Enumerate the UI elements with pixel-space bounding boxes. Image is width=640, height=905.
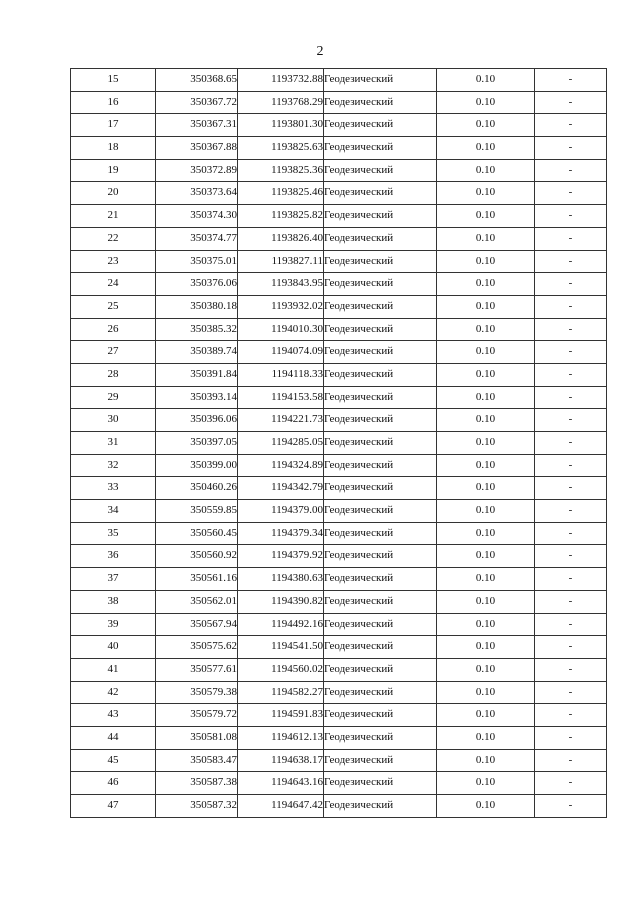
point-number-cell: 28 <box>71 363 156 386</box>
method-cell: Геодезический <box>324 590 437 613</box>
coord-y-cell: 1194010.30 <box>238 318 324 341</box>
table-row <box>71 159 607 182</box>
accuracy-cell: 0.10 <box>437 91 535 114</box>
table-row <box>71 500 607 523</box>
note-cell: - <box>535 704 607 727</box>
coord-y-cell: 1194647.42 <box>238 795 324 818</box>
point-number-cell: 23 <box>71 250 156 273</box>
table-row <box>71 363 607 386</box>
note-cell: - <box>535 227 607 250</box>
coord-x-cell: 350560.92 <box>156 545 238 568</box>
point-number-cell: 20 <box>71 182 156 205</box>
point-number-cell: 17 <box>71 114 156 137</box>
point-number-cell: 38 <box>71 590 156 613</box>
coord-y-cell: 1194638.17 <box>238 749 324 772</box>
note-cell: - <box>535 749 607 772</box>
note-cell: - <box>535 341 607 364</box>
coord-y-cell: 1194390.82 <box>238 590 324 613</box>
table-row <box>71 772 607 795</box>
table-row <box>71 182 607 205</box>
note-cell: - <box>535 114 607 137</box>
point-number-cell: 46 <box>71 772 156 795</box>
coord-y-cell: 1194074.09 <box>238 341 324 364</box>
note-cell: - <box>535 568 607 591</box>
coord-y-cell: 1194221.73 <box>238 409 324 432</box>
point-number-cell: 44 <box>71 726 156 749</box>
point-number-cell: 25 <box>71 295 156 318</box>
coord-x-cell: 350380.18 <box>156 295 238 318</box>
coord-x-cell: 350368.65 <box>156 69 238 92</box>
accuracy-cell: 0.10 <box>437 500 535 523</box>
accuracy-cell: 0.10 <box>437 795 535 818</box>
coord-y-cell: 1194541.50 <box>238 636 324 659</box>
note-cell: - <box>535 250 607 273</box>
note-cell: - <box>535 726 607 749</box>
coord-x-cell: 350579.38 <box>156 681 238 704</box>
accuracy-cell: 0.10 <box>437 318 535 341</box>
coord-x-cell: 350560.45 <box>156 522 238 545</box>
coord-y-cell: 1193768.29 <box>238 91 324 114</box>
coord-y-cell: 1194643.16 <box>238 772 324 795</box>
table-row <box>71 613 607 636</box>
coord-x-cell: 350562.01 <box>156 590 238 613</box>
accuracy-cell: 0.10 <box>437 295 535 318</box>
coord-y-cell: 1194612.13 <box>238 726 324 749</box>
accuracy-cell: 0.10 <box>437 409 535 432</box>
accuracy-cell: 0.10 <box>437 137 535 160</box>
point-number-cell: 41 <box>71 658 156 681</box>
accuracy-cell: 0.10 <box>437 182 535 205</box>
method-cell: Геодезический <box>324 91 437 114</box>
note-cell: - <box>535 590 607 613</box>
method-cell: Геодезический <box>324 273 437 296</box>
table-row <box>71 273 607 296</box>
point-number-cell: 19 <box>71 159 156 182</box>
coord-y-cell: 1193801.30 <box>238 114 324 137</box>
accuracy-cell: 0.10 <box>437 545 535 568</box>
accuracy-cell: 0.10 <box>437 590 535 613</box>
accuracy-cell: 0.10 <box>437 704 535 727</box>
coord-y-cell: 1193825.82 <box>238 205 324 228</box>
method-cell: Геодезический <box>324 432 437 455</box>
coord-x-cell: 350375.01 <box>156 250 238 273</box>
point-number-cell: 37 <box>71 568 156 591</box>
table-row <box>71 795 607 818</box>
note-cell: - <box>535 545 607 568</box>
table-row <box>71 704 607 727</box>
note-cell: - <box>535 318 607 341</box>
coord-x-cell: 350367.88 <box>156 137 238 160</box>
accuracy-cell: 0.10 <box>437 250 535 273</box>
coord-x-cell: 350397.05 <box>156 432 238 455</box>
coord-x-cell: 350373.64 <box>156 182 238 205</box>
table-row <box>71 91 607 114</box>
coord-x-cell: 350399.00 <box>156 454 238 477</box>
table-row <box>71 477 607 500</box>
coordinates-table <box>70 68 607 818</box>
accuracy-cell: 0.10 <box>437 613 535 636</box>
method-cell: Геодезический <box>324 114 437 137</box>
coord-y-cell: 1194380.63 <box>238 568 324 591</box>
coord-x-cell: 350567.94 <box>156 613 238 636</box>
method-cell: Геодезический <box>324 159 437 182</box>
coord-x-cell: 350393.14 <box>156 386 238 409</box>
accuracy-cell: 0.10 <box>437 477 535 500</box>
accuracy-cell: 0.10 <box>437 772 535 795</box>
point-number-cell: 31 <box>71 432 156 455</box>
method-cell: Геодезический <box>324 726 437 749</box>
coord-x-cell: 350367.31 <box>156 114 238 137</box>
method-cell: Геодезический <box>324 500 437 523</box>
point-number-cell: 27 <box>71 341 156 364</box>
point-number-cell: 45 <box>71 749 156 772</box>
table-row <box>71 658 607 681</box>
coord-x-cell: 350385.32 <box>156 318 238 341</box>
table-row <box>71 454 607 477</box>
accuracy-cell: 0.10 <box>437 522 535 545</box>
accuracy-cell: 0.10 <box>437 386 535 409</box>
note-cell: - <box>535 363 607 386</box>
accuracy-cell: 0.10 <box>437 454 535 477</box>
method-cell: Геодезический <box>324 182 437 205</box>
point-number-cell: 29 <box>71 386 156 409</box>
method-cell: Геодезический <box>324 295 437 318</box>
coord-y-cell: 1194492.16 <box>238 613 324 636</box>
coord-x-cell: 350396.06 <box>156 409 238 432</box>
accuracy-cell: 0.10 <box>437 159 535 182</box>
coord-x-cell: 350587.38 <box>156 772 238 795</box>
coord-x-cell: 350389.74 <box>156 341 238 364</box>
coord-x-cell: 350579.72 <box>156 704 238 727</box>
note-cell: - <box>535 636 607 659</box>
coord-y-cell: 1194582.27 <box>238 681 324 704</box>
table-row <box>71 295 607 318</box>
coord-x-cell: 350559.85 <box>156 500 238 523</box>
method-cell: Геодезический <box>324 205 437 228</box>
note-cell: - <box>535 91 607 114</box>
table-row <box>71 681 607 704</box>
note-cell: - <box>535 500 607 523</box>
method-cell: Геодезический <box>324 363 437 386</box>
point-number-cell: 22 <box>71 227 156 250</box>
accuracy-cell: 0.10 <box>437 432 535 455</box>
method-cell: Геодезический <box>324 568 437 591</box>
accuracy-cell: 0.10 <box>437 114 535 137</box>
method-cell: Геодезический <box>324 69 437 92</box>
coord-y-cell: 1194379.34 <box>238 522 324 545</box>
coord-x-cell: 350587.32 <box>156 795 238 818</box>
point-number-cell: 43 <box>71 704 156 727</box>
coord-y-cell: 1193732.88 <box>238 69 324 92</box>
method-cell: Геодезический <box>324 704 437 727</box>
point-number-cell: 42 <box>71 681 156 704</box>
table-row <box>71 227 607 250</box>
method-cell: Геодезический <box>324 681 437 704</box>
table-row <box>71 568 607 591</box>
note-cell: - <box>535 409 607 432</box>
accuracy-cell: 0.10 <box>437 568 535 591</box>
table-row <box>71 137 607 160</box>
note-cell: - <box>535 273 607 296</box>
coord-y-cell: 1194342.79 <box>238 477 324 500</box>
note-cell: - <box>535 522 607 545</box>
accuracy-cell: 0.10 <box>437 636 535 659</box>
coord-x-cell: 350391.84 <box>156 363 238 386</box>
accuracy-cell: 0.10 <box>437 681 535 704</box>
table-row <box>71 636 607 659</box>
note-cell: - <box>535 182 607 205</box>
coord-y-cell: 1193826.40 <box>238 227 324 250</box>
method-cell: Геодезический <box>324 137 437 160</box>
coord-x-cell: 350374.77 <box>156 227 238 250</box>
accuracy-cell: 0.10 <box>437 341 535 364</box>
table-row <box>71 205 607 228</box>
table-row <box>71 250 607 273</box>
point-number-cell: 35 <box>71 522 156 545</box>
method-cell: Геодезический <box>324 477 437 500</box>
point-number-cell: 33 <box>71 477 156 500</box>
accuracy-cell: 0.10 <box>437 205 535 228</box>
method-cell: Геодезический <box>324 658 437 681</box>
accuracy-cell: 0.10 <box>437 363 535 386</box>
point-number-cell: 26 <box>71 318 156 341</box>
method-cell: Геодезический <box>324 318 437 341</box>
coord-y-cell: 1194153.58 <box>238 386 324 409</box>
accuracy-cell: 0.10 <box>437 69 535 92</box>
coord-y-cell: 1194324.89 <box>238 454 324 477</box>
note-cell: - <box>535 386 607 409</box>
coord-y-cell: 1193932.02 <box>238 295 324 318</box>
coord-x-cell: 350460.26 <box>156 477 238 500</box>
table-row <box>71 69 607 92</box>
method-cell: Геодезический <box>324 772 437 795</box>
point-number-cell: 47 <box>71 795 156 818</box>
point-number-cell: 30 <box>71 409 156 432</box>
point-number-cell: 40 <box>71 636 156 659</box>
method-cell: Геодезический <box>324 454 437 477</box>
note-cell: - <box>535 454 607 477</box>
method-cell: Геодезический <box>324 227 437 250</box>
note-cell: - <box>535 772 607 795</box>
method-cell: Геодезический <box>324 545 437 568</box>
coord-y-cell: 1193825.63 <box>238 137 324 160</box>
method-cell: Геодезический <box>324 250 437 273</box>
coord-x-cell: 350376.06 <box>156 273 238 296</box>
note-cell: - <box>535 658 607 681</box>
coord-y-cell: 1194285.05 <box>238 432 324 455</box>
table-row <box>71 409 607 432</box>
method-cell: Геодезический <box>324 341 437 364</box>
accuracy-cell: 0.10 <box>437 658 535 681</box>
accuracy-cell: 0.10 <box>437 749 535 772</box>
coord-y-cell: 1194379.92 <box>238 545 324 568</box>
coord-y-cell: 1194560.02 <box>238 658 324 681</box>
point-number-cell: 21 <box>71 205 156 228</box>
accuracy-cell: 0.10 <box>437 726 535 749</box>
coord-x-cell: 350367.72 <box>156 91 238 114</box>
coord-x-cell: 350575.62 <box>156 636 238 659</box>
point-number-cell: 36 <box>71 545 156 568</box>
table-row <box>71 545 607 568</box>
method-cell: Геодезический <box>324 749 437 772</box>
point-number-cell: 15 <box>71 69 156 92</box>
method-cell: Геодезический <box>324 613 437 636</box>
coord-x-cell: 350577.61 <box>156 658 238 681</box>
table-row <box>71 432 607 455</box>
note-cell: - <box>535 613 607 636</box>
coord-x-cell: 350561.16 <box>156 568 238 591</box>
coord-y-cell: 1194379.00 <box>238 500 324 523</box>
coord-y-cell: 1194118.33 <box>238 363 324 386</box>
note-cell: - <box>535 69 607 92</box>
table-row <box>71 522 607 545</box>
page-number: 2 <box>316 44 324 59</box>
coord-y-cell: 1194591.83 <box>238 704 324 727</box>
note-cell: - <box>535 205 607 228</box>
table-body <box>71 69 607 818</box>
point-number-cell: 39 <box>71 613 156 636</box>
table-row <box>71 386 607 409</box>
table-row <box>71 590 607 613</box>
method-cell: Геодезический <box>324 409 437 432</box>
coord-x-cell: 350581.08 <box>156 726 238 749</box>
note-cell: - <box>535 432 607 455</box>
coord-x-cell: 350583.47 <box>156 749 238 772</box>
accuracy-cell: 0.10 <box>437 227 535 250</box>
point-number-cell: 34 <box>71 500 156 523</box>
point-number-cell: 24 <box>71 273 156 296</box>
note-cell: - <box>535 681 607 704</box>
coord-x-cell: 350374.30 <box>156 205 238 228</box>
coord-y-cell: 1193827.11 <box>238 250 324 273</box>
coord-y-cell: 1193825.46 <box>238 182 324 205</box>
table-row <box>71 318 607 341</box>
note-cell: - <box>535 137 607 160</box>
point-number-cell: 32 <box>71 454 156 477</box>
note-cell: - <box>535 295 607 318</box>
point-number-cell: 16 <box>71 91 156 114</box>
note-cell: - <box>535 795 607 818</box>
table-row <box>71 114 607 137</box>
note-cell: - <box>535 477 607 500</box>
method-cell: Геодезический <box>324 386 437 409</box>
method-cell: Геодезический <box>324 636 437 659</box>
coord-y-cell: 1193825.36 <box>238 159 324 182</box>
method-cell: Геодезический <box>324 795 437 818</box>
coord-x-cell: 350372.89 <box>156 159 238 182</box>
table-row <box>71 749 607 772</box>
method-cell: Геодезический <box>324 522 437 545</box>
note-cell: - <box>535 159 607 182</box>
point-number-cell: 18 <box>71 137 156 160</box>
table-row <box>71 341 607 364</box>
table-row <box>71 726 607 749</box>
coord-y-cell: 1193843.95 <box>238 273 324 296</box>
accuracy-cell: 0.10 <box>437 273 535 296</box>
